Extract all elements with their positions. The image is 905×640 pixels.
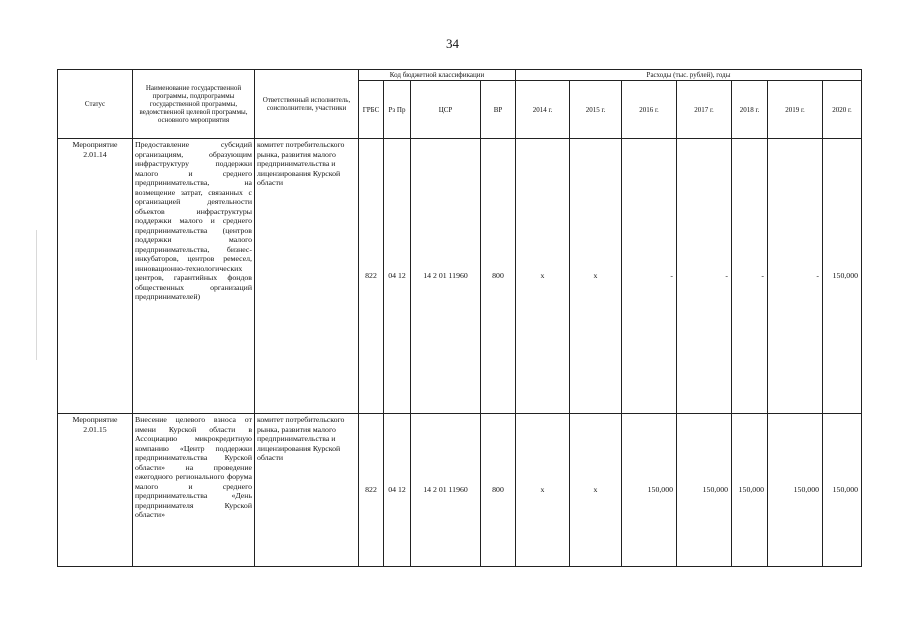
header-budget-code: Код бюджетной классификации xyxy=(359,70,516,81)
row-responsible: комитет потребительского рынка, развития малого предпринимательства и лицензирования Курской области xyxy=(255,414,359,567)
header-vr: ВР xyxy=(481,81,516,139)
header-rz-pr: Рз Пр xyxy=(384,81,411,139)
row-value-2014: x xyxy=(516,139,570,414)
header-year-2017: 2017 г. xyxy=(677,81,732,139)
row-value-2014: x xyxy=(516,414,570,567)
row-value-2015: x xyxy=(570,139,622,414)
row-vr: 800 xyxy=(481,414,516,567)
row-value-2016: 150,000 xyxy=(622,414,677,567)
margin-line xyxy=(36,230,37,360)
row-grbs: 822 xyxy=(359,139,384,414)
scan-bleed-through xyxy=(0,632,120,638)
row-value-2017: 150,000 xyxy=(677,414,732,567)
row-value-2015: x xyxy=(570,414,622,567)
header-expenses: Расходы (тыс. рублей), годы xyxy=(516,70,862,81)
header-year-2019: 2019 г. xyxy=(768,81,823,139)
row-status: Мероприятие 2.01.15 xyxy=(58,414,133,567)
row-name: Предоставление субсидий организациям, образующим инфраструктуру поддержки малого и среднего предпринимательства, на возмещение затрат, связанных с организацией деятельности объектов инфраструктуры поддержки малого и среднего предпринимательства (центров поддержки малого предпринимательства, бизнес-инкубаторов, центров ремесел, инновационно-технологических центров, гарантийных фондов общественных организаций предпринимателей) xyxy=(133,139,255,414)
table-row xyxy=(58,139,862,414)
row-responsible: комитет потребительского рынка, развития малого предпринимательства и лицензирования Курской области xyxy=(255,139,359,414)
header-grbs: ГРБС xyxy=(359,81,384,139)
program-expenses-table xyxy=(57,69,862,567)
row-rz-pr: 04 12 xyxy=(384,414,411,567)
header-year-2014: 2014 г. xyxy=(516,81,570,139)
row-status: Мероприятие 2.01.14 xyxy=(58,139,133,414)
row-rz-pr: 04 12 xyxy=(384,139,411,414)
header-name: Наименование государственной программы, подпрограммы государственной программы, ведомственной целевой программы, основного мероприятия xyxy=(133,70,255,139)
header-responsible: Ответственный исполнитель, соисполнители, участники xyxy=(255,70,359,139)
row-grbs: 822 xyxy=(359,414,384,567)
table-row xyxy=(58,414,862,567)
row-value-2017: - xyxy=(677,139,732,414)
row-name: Внесение целевого взноса от имени Курской области в Ассоциацию микрокредитную компанию «Центр поддержки предпринимательства Курской области» на проведение ежегодного регионального форума малого и среднего предпринимательства «День предпринимателя Курской области» xyxy=(133,414,255,567)
row-csr: 14 2 01 11960 xyxy=(411,139,481,414)
header-year-2015: 2015 г. xyxy=(570,81,622,139)
header-year-2018: 2018 г. xyxy=(732,81,768,139)
header-status: Статус xyxy=(58,70,133,139)
row-vr: 800 xyxy=(481,139,516,414)
row-value-2019: - xyxy=(768,139,823,414)
row-value-2018: - xyxy=(732,139,768,414)
row-value-2020: 150,000 xyxy=(823,139,862,414)
row-value-2019: 150,000 xyxy=(768,414,823,567)
page-number: 34 xyxy=(446,36,459,51)
header-year-2016: 2016 г. xyxy=(622,81,677,139)
header-csr: ЦСР xyxy=(411,81,481,139)
row-value-2020: 150,000 xyxy=(823,414,862,567)
row-value-2016: - xyxy=(622,139,677,414)
row-csr: 14 2 01 11960 xyxy=(411,414,481,567)
header-year-2020: 2020 г. xyxy=(823,81,862,139)
row-value-2018: 150,000 xyxy=(732,414,768,567)
